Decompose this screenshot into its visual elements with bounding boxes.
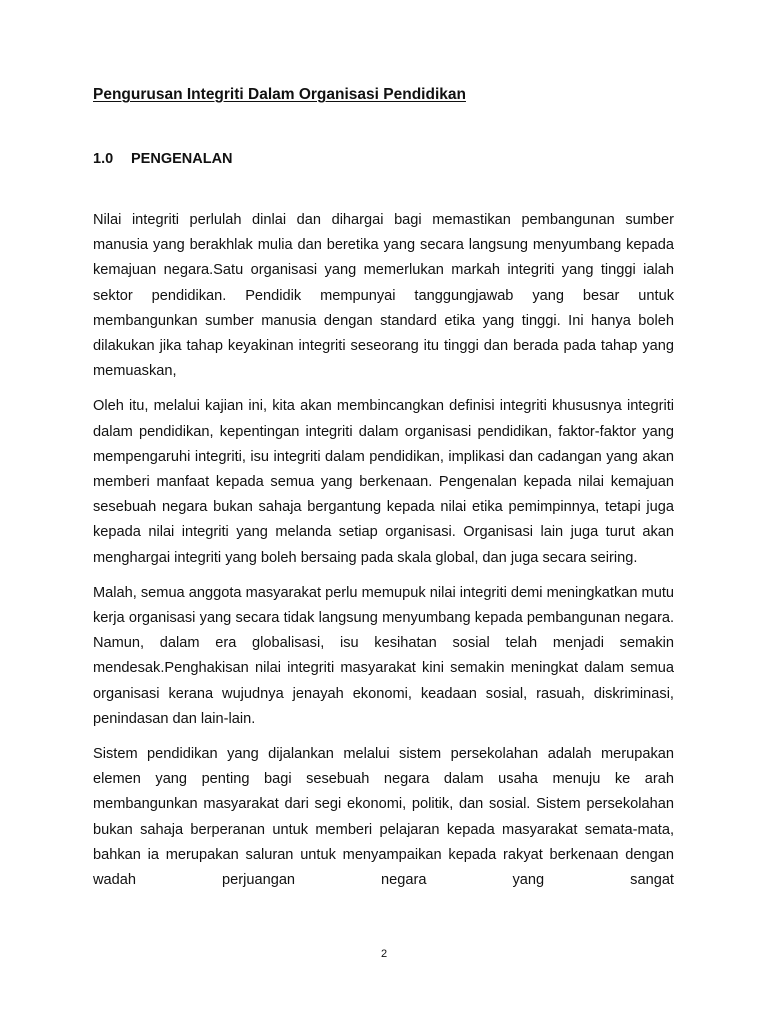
document-body [93, 208, 674, 889]
section-number: 1.0 [93, 151, 114, 167]
paragraph-2: Oleh itu, melalui kajian ini, kita akan membincangkan definisi integriti khususnya integriti dalam pendidikan, kepentingan integriti dalam organisasi pendidikan, faktor-faktor yang mempengaruhi integriti, isu integriti dalam pendidikan, implikasi dan cadangan yang akan memberi manfaat kepada semua yang berkenaan. Pengenalan kepada nilai kemajuan sesebuah negara bukan sahaja bergantung kepada nilai etika pemimpinnya, tetapi juga kepada nilai integriti yang melanda setiap organisasi. Organisasi lain juga turut akan menghargai integriti yang boleh bersaing pada skala global, dan juga secara seiring. [93, 398, 674, 566]
section-heading [93, 151, 233, 167]
page-number: 2 [380, 948, 388, 960]
paragraph-1: Nilai integriti perlulah dinlai dan dihargai bagi memastikan pembangunan sumber manusia yang berakhlak mulia dan beretika yang secara langsung menyumbang kepada kemajuan negara.Satu organisasi yang memerlukan markah integriti yang tinggi ialah sektor pendidikan. Pendidik mempunyai tanggungjawab yang besar untuk membangunkan sumber manusia dengan standard etika yang tinggi. Ini hanya boleh dilakukan jika tahap keyakinan integriti seseorang itu tinggi dan berada pada tahap yang memuaskan, [93, 212, 674, 380]
paragraph-4: Sistem pendidikan yang dijalankan melalui sistem persekolahan adalah merupakan elemen yang penting bagi sesebuah negara dalam usaha menuju ke arah membangunkan masyarakat dari segi ekonomi, politik, dan sosial. Sistem persekolahan bukan sahaja berperanan untuk memberi pelajaran kepada masyarakat semata-mata, bahkan ia merupakan saluran untuk menyampaikan kepada rakyat berkenaan dengan wadah perjuangan negara yang sangat [93, 746, 674, 889]
paragraph-3: Malah, semua anggota masyarakat perlu memupuk nilai integriti demi meningkatkan mutu kerja organisasi yang secara tidak langsung menyumbang kepada pembangunan negara. Namun, dalam era globalisasi, isu kesihatan sosial telah menjadi semakin mendesak.Penghakisan nilai integriti masyarakat kini semakin meningkat dalam semua organisasi kerana wujudnya jenayah ekonomi, keadaan sosial, rasuah, diskriminasi, penindasan dan lain-lain. [93, 584, 674, 727]
section-title: PENGENALAN [131, 151, 233, 167]
document-title: Pengurusan Integriti Dalam Organisasi Pendidikan [93, 86, 466, 103]
